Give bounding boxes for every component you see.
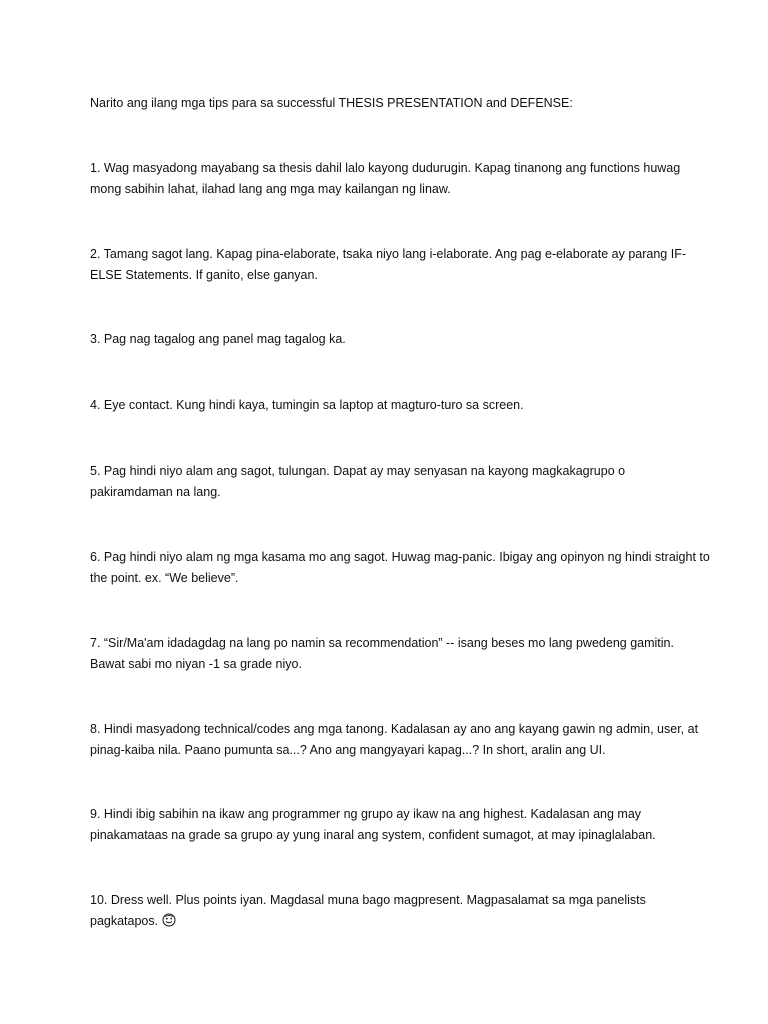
tip-1: 1. Wag masyadong mayabang sa thesis dahil lalo kayong dudurugin. Kapag tinanong ang functions huwag mong sabihin lahat, ilahad lang ang mga may kailangan ng linaw. xyxy=(90,161,681,196)
tip-8: 8. Hindi masyadong technical/codes ang mga tanong. Kadalasan ay ano ang kayang gawin ng admin, user, at pinag-kaiba nila. Paano pumunta sa...? Ano ang mangyayari kapag...? In short, aralin ang UI. xyxy=(90,722,699,757)
tip-6: 6. Pag hindi niyo alam ng mga kasama mo ang sagot. Huwag mag-panic. Ibigay ang opinyon ng hindi straight to the point. ex. “We believe”. xyxy=(90,550,710,585)
smiley-face-icon xyxy=(162,913,176,934)
tip-3: 3. Pag nag tagalog ang panel mag tagalog ka. xyxy=(90,332,346,346)
intro-text: Narito ang ilang mga tips para sa successful THESIS PRESENTATION and DEFENSE: xyxy=(90,96,573,110)
tip-9: 9. Hindi ibig sabihin na ikaw ang programmer ng grupo ay ikaw na ang highest. Kadalasan ang may pinakamataas na grade sa grupo ay yung inaral ang system, confident sumagot, at may ipinaglalaban. xyxy=(90,807,656,842)
tip-2: 2. Tamang sagot lang. Kapag pina-elaborate, tsaka niyo lang i-elaborate. Ang pag e-elaborate ay parang IF-ELSE Statements. If ganito, else ganyan. xyxy=(90,247,687,282)
tip-10-text: 10. Dress well. Plus points iyan. Magdasal muna bago magpresent. Magpasalamat sa mga panelists pagkatapos. xyxy=(90,893,646,928)
tip-10 xyxy=(90,890,710,933)
tip-4: 4. Eye contact. Kung hindi kaya, tumingin sa laptop at magturo-turo sa screen. xyxy=(90,398,524,412)
tip-7: 7. “Sir/Ma'am idadagdag na lang po namin sa recommendation” -- isang beses mo lang pwedeng gamitin. Bawat sabi mo niyan -1 sa grade niyo. xyxy=(90,636,674,671)
tip-5: 5. Pag hindi niyo alam ang sagot, tulungan. Dapat ay may senyasan na kayong magkakagrupo o pakiramdaman na lang. xyxy=(90,464,626,499)
